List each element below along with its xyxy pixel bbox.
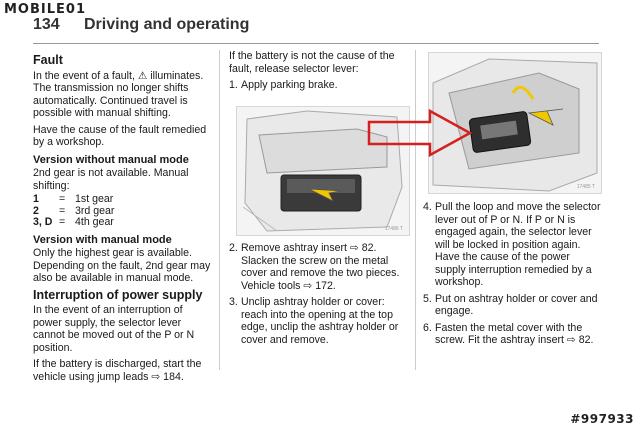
step-number: 5. <box>423 292 432 305</box>
gear-row <box>33 217 211 229</box>
step-number: 1. <box>229 79 238 91</box>
gear-value: 1st gear <box>75 193 114 205</box>
gear-value: 4th gear <box>75 216 114 228</box>
site-logo <box>4 2 86 17</box>
version-without-manual-heading: Version without manual mode <box>33 153 189 166</box>
version-without-manual-text: 2nd gear is not available. Manual shifting: <box>33 167 189 192</box>
header-rule <box>33 43 599 44</box>
interruption-heading: Interruption of power supply <box>33 287 203 302</box>
step-number: 6. <box>423 321 432 334</box>
fault-paragraph-2: Have the cause of the fault remedied by a workshop. <box>33 123 207 148</box>
step-text: Remove ashtray insert ⇨ 82. Slacken the screw on the metal cover and remove the two pieces. Vehicle tools ⇨ 172. <box>241 242 400 292</box>
version-with-manual-heading: Version with manual mode <box>33 233 172 246</box>
step-text: Apply parking brake. <box>241 79 338 91</box>
step-6 <box>423 322 603 347</box>
site-logo-text: MOBILE01 <box>4 2 86 17</box>
step-number: 2. <box>229 242 238 254</box>
gear-key: 3, D <box>33 216 53 228</box>
gear-eq: = <box>59 193 66 205</box>
version-with-manual-text: Only the highest gear is available. Depending on the fault, 2nd gear may also be available in manual mode. <box>33 247 211 284</box>
fault-paragraph-1: In the event of a fault, ⚠ illuminates. The transmission no longer shifts automatically. Continued travel is possible with manual shifting. <box>33 69 204 119</box>
interruption-paragraph-1: In the event of an interruption of power supply, the selector lever cannot be moved out of the P or N position. <box>33 304 195 354</box>
step-5 <box>423 293 603 318</box>
step-text: Put on ashtray holder or cover and engage. <box>435 292 598 317</box>
step-1 <box>229 79 409 92</box>
step-number: 4. <box>423 201 432 213</box>
release-intro: If the battery is not the cause of the fault, release selector lever: <box>229 50 395 75</box>
gear-row <box>33 194 211 206</box>
gear-value: 3rd gear <box>75 204 115 217</box>
gear-eq: = <box>59 216 66 228</box>
column-1 <box>33 50 211 387</box>
page-number: 134 <box>33 16 60 33</box>
column-divider <box>415 50 416 370</box>
step-4 <box>423 201 603 289</box>
column-2 <box>229 50 409 96</box>
figure-label: 17486 T <box>384 226 403 232</box>
step-2 <box>229 242 409 292</box>
gear-key: 1 <box>33 193 39 205</box>
step-3 <box>229 296 409 346</box>
column-divider <box>219 50 220 370</box>
step-text: Pull the loop and move the selector lever out of P or N. If P or N is engaged again, the selector lever will be locked in position again. Have the cause of the power supply interruption remedied by a workshop. <box>435 201 601 288</box>
column-2-steps <box>229 242 409 350</box>
chapter-title: Driving and operating <box>84 16 250 33</box>
gear-key: 2 <box>33 204 39 217</box>
fault-heading: Fault <box>33 53 63 67</box>
watermark: #997933 <box>570 412 634 426</box>
column-3-steps <box>423 201 603 351</box>
gear-eq: = <box>59 204 66 217</box>
step-text: Fasten the metal cover with the screw. Fit the ashtray insert ⇨ 82. <box>435 321 594 346</box>
step-number: 3. <box>229 296 238 308</box>
step-text: Unclip ashtray holder or cover: reach into the opening at the top edge, unclip the ashtray holder or cover and remove. <box>241 296 399 346</box>
interruption-paragraph-2: If the battery is discharged, start the vehicle using jump leads ⇨ 184. <box>33 358 202 383</box>
red-arrow-icon <box>366 108 474 158</box>
figure-label: 17485 T <box>576 184 595 190</box>
